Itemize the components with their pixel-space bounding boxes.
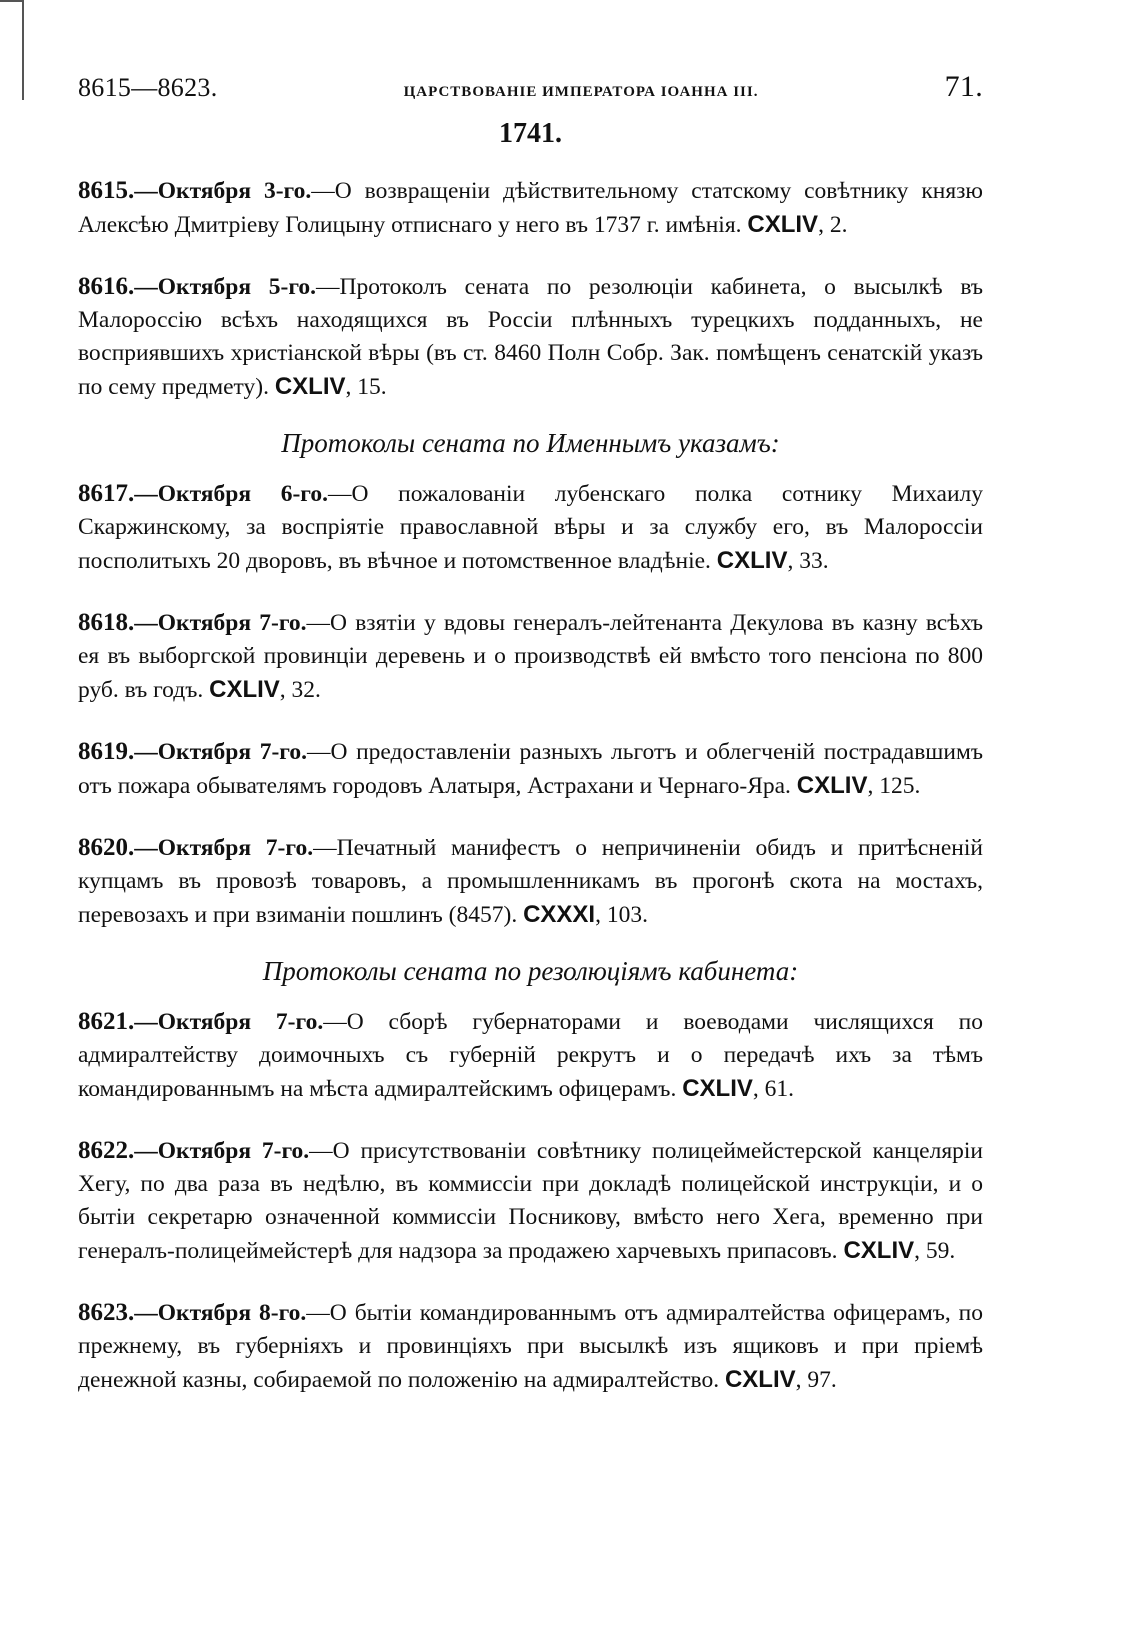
entry-number: 8623.	[78, 1299, 135, 1326]
entry-page-ref: , 2.	[818, 212, 848, 238]
entry-date: —Октября 8-го.	[134, 1300, 307, 1326]
entry-number: 8619.	[78, 738, 135, 765]
entry-number: 8617.	[78, 480, 135, 507]
entry-volume-ref: CXLIV	[274, 373, 346, 400]
entry-text: —О возвращеніи дѣйствительному статскому совѣтнику князю Алексѣю Дмитріеву Голицыну отписнаго у него въ 1737 г. имѣнія.	[78, 178, 983, 238]
entry-volume-ref: CXLIV	[843, 1237, 915, 1264]
entry-text: —О сборѣ губернаторами и воеводами числящихся по адмиралтейству доимочныхъ съ губерній рекрутъ и о передачѣ ихъ за тѣмъ командированнымъ на мѣста адмиралтейскимъ офицерамъ.	[78, 1009, 983, 1102]
section-heading-imennye: Протоколы сената по Именнымъ указамъ:	[281, 428, 780, 458]
entry-8617	[78, 477, 983, 578]
entry-text: —О взятіи у вдовы генералъ-лейтенанта Декулова въ казну всѣхъ ея въ выборгской провинціи деревень и о производствѣ ей вмѣсто того пенсіона по 800 руб. въ годъ.	[78, 610, 983, 703]
entry-text: —О присутствованіи совѣтнику полицеймейстерской канцеляріи Хегу, по два раза въ недѣлю, въ коммиссіи при докладѣ полицейской инструкціи, и о бытіи секретарю означенной коммиссіи Посникову, вмѣсто него Хега, временно при генералъ-полицеймейстерѣ для надзора за продажею харчевыхъ припасовъ.	[78, 1138, 983, 1264]
year-heading: 1741.	[499, 118, 562, 149]
entry-8615	[78, 174, 983, 242]
entry-volume-ref: CXXXI	[523, 901, 596, 928]
section-heading-kabinet: Протоколы сената по резолюціямъ кабинета:	[262, 956, 799, 986]
entry-8619	[78, 735, 983, 803]
entry-8618	[78, 606, 983, 707]
page-edge-line	[22, 0, 24, 100]
page-number: 71.	[944, 70, 983, 103]
running-title: ЦАРСТВОВАНІЕ ИМПЕРАТОРА ІОАННА III.	[403, 84, 759, 100]
entry-text: —О бытіи командированнымъ отъ адмиралтейства офицерамъ, по прежнему, въ губерніяхъ и провинціяхъ при высылкѣ изъ ящиковъ и при пріемѣ денежной казны, собираемой по положенію на адмиралтейство.	[78, 1300, 984, 1393]
entry-volume-ref: CXLIV	[747, 211, 819, 238]
entry-page-ref: , 33.	[787, 548, 829, 574]
entry-text: —Печатный манифестъ о непричиненіи обидъ и притѣсненій купцамъ въ провозѣ товаровъ, а промышленникамъ въ прогонѣ скота на мостахъ, перевозахъ и при взиманіи пошлинъ (8457).	[78, 835, 983, 928]
document-page	[78, 70, 983, 1397]
entry-page-ref: , 61.	[752, 1076, 795, 1102]
page-edge-tick	[0, 0, 24, 2]
entry-volume-ref: CXLIV	[209, 676, 280, 703]
entry-volume-ref: CXLIV	[682, 1075, 753, 1102]
entry-number: 8620.	[78, 834, 135, 861]
entry-text: —О пожалованіи лубенскаго полка сотнику Михаилу Скаржинскому, за воспріятіе православной вѣры и за службу его, въ Малороссіи посполитыхъ 20 дворовъ, въ вѣчное и потомственное владѣніе.	[78, 481, 984, 574]
entry-8616	[78, 270, 983, 404]
running-header	[78, 70, 983, 104]
entry-page-ref: , 125.	[867, 773, 921, 799]
entry-date: —Октября 7-го.	[134, 610, 307, 636]
entry-date: —Октября 6-го.	[134, 481, 328, 507]
entry-number: 8616.	[78, 273, 135, 300]
entry-page-ref: , 59.	[914, 1238, 956, 1264]
entry-text: —Протоколъ сената по резолюціи кабинета, о высылкѣ въ Малороссію всѣхъ находящихся въ Россіи плѣнныхъ турецкихъ подданныхъ, не восприявшихъ христіанской вѣры (въ ст. 8460 Полн Собр. Зак. помѣщенъ сенатскій указъ по сему предмету).	[78, 274, 983, 400]
entry-8621	[78, 1005, 983, 1106]
entry-text: —О предоставленіи разныхъ льготъ и облегченій пострадавшимъ отъ пожара обывателямъ городовъ Алатыря, Астрахани и Чернаго-Яра.	[78, 739, 983, 799]
entry-8623	[78, 1296, 983, 1397]
entry-number: 8622.	[78, 1137, 135, 1164]
entry-date: —Октября 7-го.	[134, 835, 314, 861]
entry-number: 8621.	[78, 1008, 135, 1035]
entry-volume-ref: CXLIV	[724, 1366, 796, 1393]
entry-date: —Октября 7-го.	[134, 739, 307, 765]
entry-page-ref: , 97.	[795, 1367, 837, 1393]
entry-page-ref: , 15.	[345, 374, 387, 400]
entry-page-ref: , 32.	[279, 677, 321, 703]
entry-volume-ref: CXLIV	[716, 547, 788, 574]
entry-8620	[78, 831, 983, 932]
entry-date: —Октября 7-го.	[134, 1138, 310, 1164]
entry-number: 8618.	[78, 609, 135, 636]
entry-volume-ref: CXLIV	[796, 772, 868, 799]
entry-date: —Октября 7-го.	[134, 1009, 324, 1035]
entry-range: 8615—8623.	[78, 73, 218, 102]
entry-date: —Октября 5-го.	[134, 274, 317, 300]
entry-8622	[78, 1134, 983, 1268]
entry-date: —Октября 3-го.	[134, 178, 312, 204]
entry-number: 8615.	[78, 177, 135, 204]
entry-page-ref: , 103.	[595, 902, 648, 928]
